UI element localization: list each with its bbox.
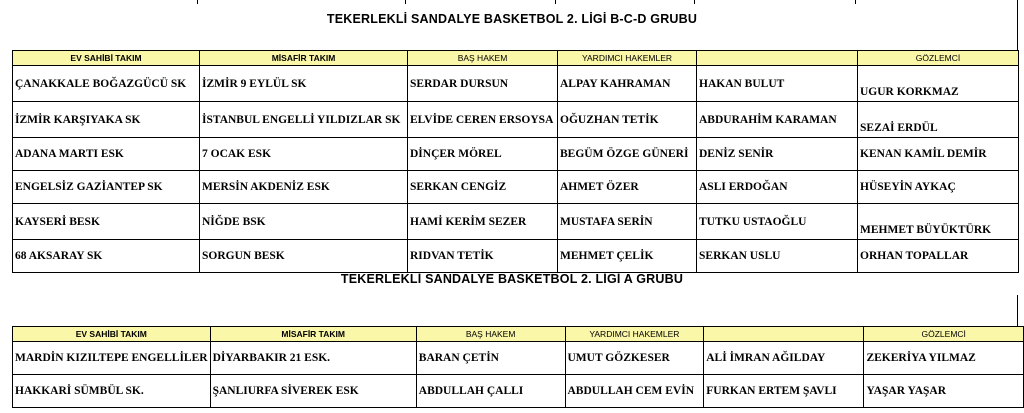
header-assistant-referees: YARDIMCI HAKEMLER [558,51,697,66]
observer-cell: UGUR KORKMAZ [858,66,1019,102]
assistant-referee-cell: MEHMET ÇELİK [558,240,697,273]
previous-table-edge [12,0,1018,4]
table-row [13,204,1019,240]
home-team-cell: İZMİR KARŞIYAKA SK [13,102,200,138]
assistant-referee-cell: ALPAY KAHRAMAN [558,66,697,102]
assistant-referee-cell: ASLI ERDOĞAN [697,171,858,204]
header-observer: GÖZLEMCİ [864,327,1024,342]
group-title-bcd: TEKERLEKLİ SANDALYE BASKETBOL 2. LİGİ B-C-D GRUBU [326,12,698,26]
head-referee-cell: SERDAR DURSUN [408,66,558,102]
header-head-referee: BAŞ HAKEM [416,327,565,342]
assistant-referee-cell: ALİ İMRAN AĞILDAY [704,342,864,375]
observer-cell: ZEKERİYA YILMAZ [864,342,1024,375]
observer-cell: MEHMET BÜYÜKTÜRK [858,204,1019,240]
observer-cell: HÜSEYİN AYKAÇ [858,171,1019,204]
assistant-referee-cell: UMUT GÖZKESER [565,342,704,375]
table-row [13,138,1019,171]
assistant-referee-cell: HAKAN BULUT [697,66,858,102]
observer-cell: SEZAİ ERDÜL [858,102,1019,138]
head-referee-cell: ELVİDE CEREN ERSOYSA [408,102,558,138]
away-team-cell: ŞANLIURFA SİVEREK ESK [210,375,416,408]
head-referee-cell: BARAN ÇETİN [416,342,565,375]
observer-cell: KENAN KAMİL DEMİR [858,138,1019,171]
assistant-referee-cell: ABDULLAH CEM EVİN [565,375,704,408]
head-referee-cell: ABDULLAH ÇALLI [416,375,565,408]
header-assistant-referees: YARDIMCI HAKEMLER [565,327,704,342]
away-team-cell: MERSİN AKDENİZ ESK [200,171,408,204]
fixture-table-bcd [12,50,1019,273]
header-observer: GÖZLEMCİ [858,51,1019,66]
home-team-cell: ÇANAKKALE BOĞAZGÜCÜ SK [13,66,200,102]
header-home-team: EV SAHİBİ TAKIM [13,327,211,342]
group-title-a: TEKERLEKLİ SANDALYE BASKETBOL 2. LİGİ A GRUBU [340,272,684,286]
head-referee-cell: DİNÇER MÖREL [408,138,558,171]
head-referee-cell: SERKAN CENGİZ [408,171,558,204]
table-row [13,240,1019,273]
table-header-row [13,327,1024,342]
home-team-cell: 68 AKSARAY SK [13,240,200,273]
home-team-cell: KAYSERİ BESK [13,204,200,240]
away-team-cell: İSTANBUL ENGELLİ YILDIZLAR SK [200,102,408,138]
away-team-cell: İZMİR 9 EYLÜL SK [200,66,408,102]
table-row [13,375,1024,408]
head-referee-cell: HAMİ KERİM SEZER [408,204,558,240]
away-team-cell: DİYARBAKIR 21 ESK. [210,342,416,375]
table-row [13,66,1019,102]
assistant-referee-cell: BEGÜM ÖZGE GÜNERİ [558,138,697,171]
away-team-cell: 7 OCAK ESK [200,138,408,171]
header-empty [697,51,858,66]
assistant-referee-cell: TUTKU USTAOĞLU [697,204,858,240]
observer-cell: ORHAN TOPALLAR [858,240,1019,273]
fixture-table-a [12,326,1024,408]
home-team-cell: ADANA MARTI ESK [13,138,200,171]
assistant-referee-cell: FURKAN ERTEM ŞAVLI [704,375,864,408]
home-team-cell: ENGELSİZ GAZİANTEP SK [13,171,200,204]
away-team-cell: NİĞDE BSK [200,204,408,240]
page-edge-line [1017,295,1018,327]
assistant-referee-cell: AHMET ÖZER [558,171,697,204]
table-row [13,171,1019,204]
header-home-team: EV SAHİBİ TAKIM [13,51,200,66]
away-team-cell: SORGUN BESK [200,240,408,273]
assistant-referee-cell: MUSTAFA SERİN [558,204,697,240]
home-team-cell: MARDİN KIZILTEPE ENGELLİLER [13,342,211,375]
header-empty [704,327,864,342]
header-away-team: MİSAFİR TAKIM [200,51,408,66]
header-away-team: MİSAFİR TAKIM [210,327,416,342]
assistant-referee-cell: DENİZ SENİR [697,138,858,171]
table-header-row [13,51,1019,66]
assistant-referee-cell: OĞUZHAN TETİK [558,102,697,138]
table-row [13,342,1024,375]
assistant-referee-cell: SERKAN USLU [697,240,858,273]
observer-cell: YAŞAR YAŞAR [864,375,1024,408]
assistant-referee-cell: ABDURAHİM KARAMAN [697,102,858,138]
head-referee-cell: RIDVAN TETİK [408,240,558,273]
header-head-referee: BAŞ HAKEM [408,51,558,66]
home-team-cell: HAKKARİ SÜMBÜL SK. [13,375,211,408]
table-row [13,102,1019,138]
